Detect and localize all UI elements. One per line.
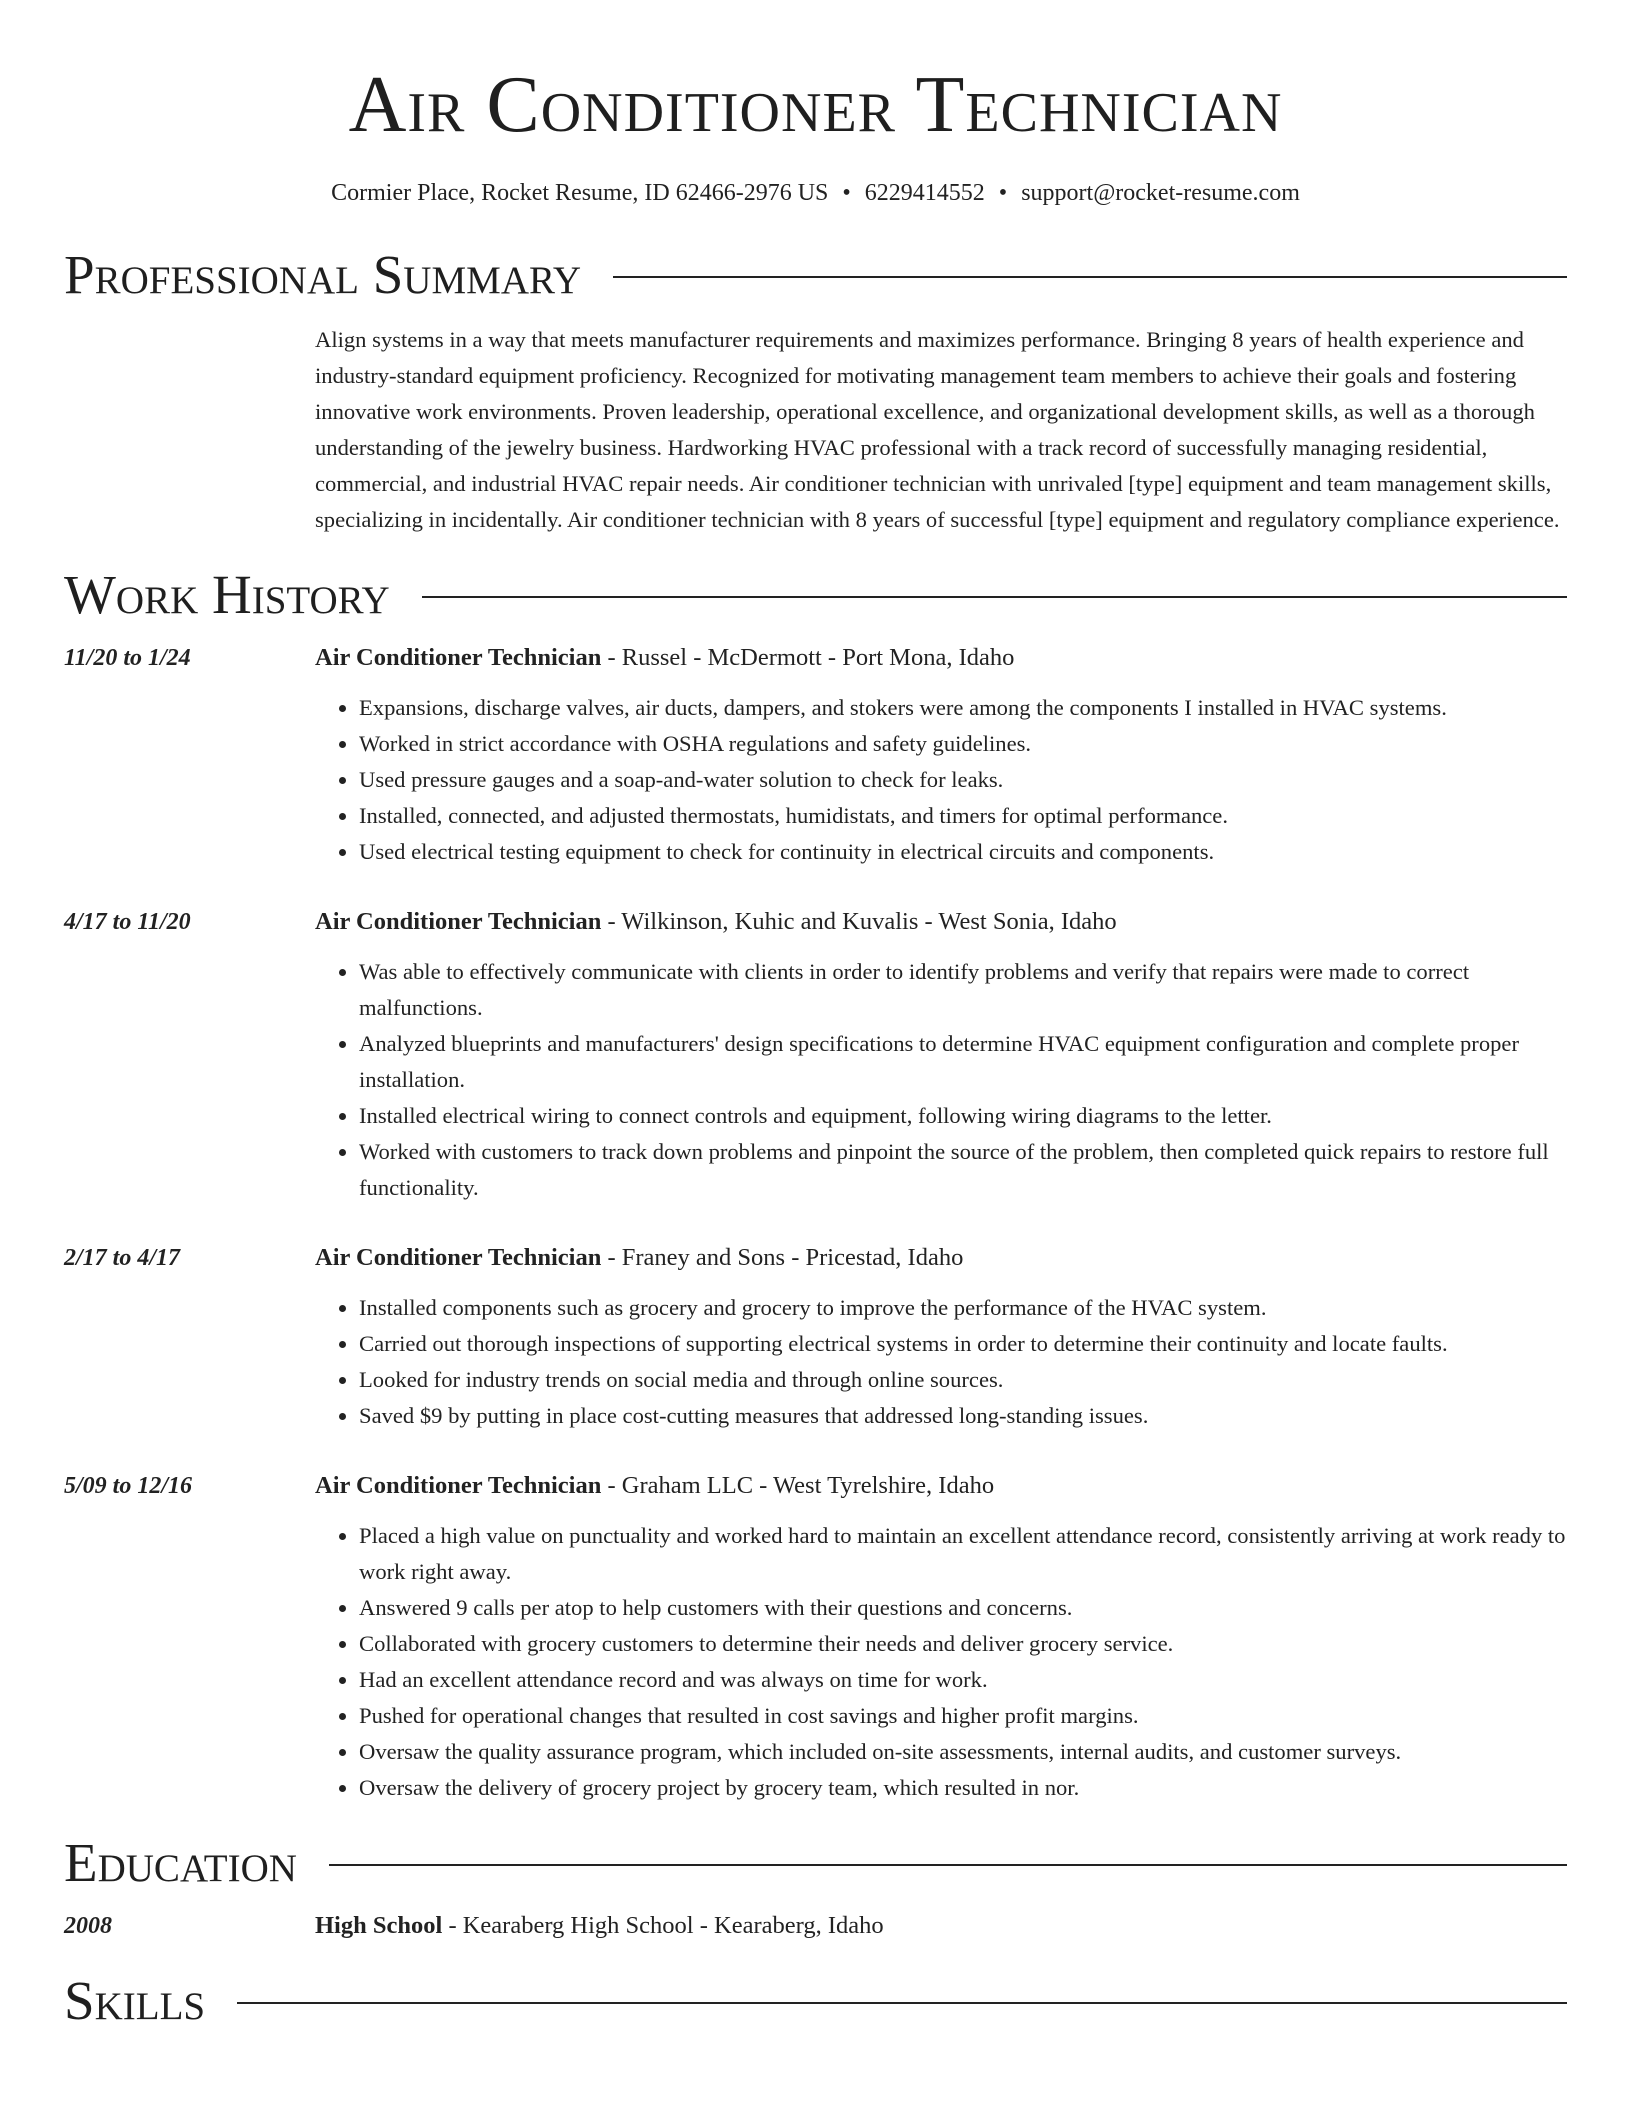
section-divider: [422, 596, 1567, 598]
job-bullets: [315, 690, 1567, 870]
job-entry: [64, 640, 1567, 870]
job-title-line: [315, 1468, 1567, 1504]
summary-text: Align systems in a way that meets manufacturer requirements and maximizes performance. Bringing 8 years of health experience and industry-standard equipment proficiency. Recognized for motivating management team members to achieve their goals and fostering innovative work environments. Proven leadership, operational excellence, and organizational development skills, as well as a thorough understanding of the jewelry business. Hardworking HVAC professional with a track record of successfully managing residential, commercial, and industrial HVAC repair needs. Air conditioner technician with unrivaled [type] equipment and team management skills, specializing in incidentally. Air conditioner technician with 8 years of successful [type] equipment and regulatory compliance experience.: [315, 327, 1560, 532]
job-bullet: • Installed, connected, and adjusted thermostats, humidistats, and timers for optimal performance.: [359, 798, 1567, 834]
job-entry: [64, 904, 1567, 1206]
job-dates: 4/17 to 11/20: [64, 909, 191, 935]
job-details: - Graham LLC - West Tyrelshire, Idaho: [601, 1472, 995, 1499]
skills-section-header: [64, 1970, 1567, 2032]
job-bullet: • Answered 9 calls per atop to help customers with their questions and concerns.: [359, 1590, 1567, 1626]
contact-address: Cormier Place, Rocket Resume, ID 62466-2976 US: [331, 180, 829, 206]
skills-heading: Skills: [64, 1970, 206, 2031]
contact-line: [64, 178, 1567, 208]
contact-phone: 6229414552: [864, 180, 985, 206]
section-divider: [237, 2002, 1567, 2004]
education-section-header: [64, 1832, 1567, 1894]
contact-separator: •: [998, 180, 1008, 206]
job-bullet: • Oversaw the quality assurance program, which included on-site assessments, internal audits, and customer surveys.: [359, 1734, 1567, 1770]
job-details: - Russel - McDermott - Port Mona, Idaho: [601, 644, 1015, 671]
contact-separator: •: [842, 180, 851, 206]
education-degree: High School: [315, 1912, 443, 1939]
job-bullet: • Analyzed blueprints and manufacturers' design specifications to determine HVAC equipment configuration and complete proper installation.: [359, 1026, 1567, 1098]
job-bullets: [315, 1518, 1567, 1806]
resume-name: Air Conditioner Technician: [348, 61, 1283, 149]
job-bullet: • Used pressure gauges and a soap-and-water solution to check for leaks.: [359, 762, 1567, 798]
education-year: 2008: [64, 1913, 112, 1939]
job-entry: [64, 1468, 1567, 1806]
job-title: Air Conditioner Technician: [315, 1472, 602, 1499]
job-bullet: • Expansions, discharge valves, air ducts, dampers, and stokers were among the components I installed in HVAC systems.: [359, 690, 1567, 726]
job-bullet: • Used electrical testing equipment to check for continuity in electrical circuits and components.: [359, 834, 1567, 870]
job-bullet: • Installed electrical wiring to connect controls and equipment, following wiring diagrams to the letter.: [359, 1098, 1567, 1134]
job-title-line: [315, 640, 1567, 676]
job-bullets: [315, 954, 1567, 1206]
education-entry: [64, 1908, 1567, 1944]
job-bullet: • Placed a high value on punctuality and worked hard to maintain an excellent attendance record, consistently arriving at work ready to work right away.: [359, 1518, 1567, 1590]
education-title-line: [315, 1908, 1567, 1944]
work-section-header: [64, 564, 1567, 626]
job-bullet: • Was able to effectively communicate with clients in order to identify problems and verify that repairs were made to correct malfunctions.: [359, 954, 1567, 1026]
job-bullet: • Oversaw the delivery of grocery project by grocery team, which resulted in nor.: [359, 1770, 1567, 1806]
job-bullet: • Worked in strict accordance with OSHA regulations and safety guidelines.: [359, 726, 1567, 762]
job-bullet: • Installed components such as grocery and grocery to improve the performance of the HVAC system.: [359, 1290, 1567, 1326]
job-dates: 5/09 to 12/16: [64, 1473, 193, 1499]
job-entry: [64, 1240, 1567, 1434]
job-bullet: • Pushed for operational changes that resulted in cost savings and higher profit margins.: [359, 1698, 1567, 1734]
job-dates: 2/17 to 4/17: [64, 1245, 181, 1271]
work-heading: Work History: [64, 564, 390, 625]
job-dates: 11/20 to 1/24: [64, 645, 191, 671]
contact-email: support@rocket-resume.com: [1021, 180, 1300, 206]
job-title-line: [315, 904, 1567, 940]
job-title: Air Conditioner Technician: [315, 644, 602, 671]
job-bullet: • Looked for industry trends on social media and through online sources.: [359, 1362, 1567, 1398]
job-bullet: • Carried out thorough inspections of supporting electrical systems in order to determine their continuity and locate faults.: [359, 1326, 1567, 1362]
job-bullet: • Saved $9 by putting in place cost-cutting measures that addressed long-standing issues.: [359, 1398, 1567, 1434]
job-bullet: • Collaborated with grocery customers to determine their needs and deliver grocery service.: [359, 1626, 1567, 1662]
summary-section-header: [64, 244, 1567, 306]
education-heading: Education: [64, 1832, 297, 1893]
job-bullet: • Worked with customers to track down problems and pinpoint the source of the problem, then completed quick repairs to restore full functionality.: [359, 1134, 1567, 1206]
section-divider: [329, 1864, 1567, 1866]
summary-heading: Professional Summary: [64, 244, 582, 305]
job-bullet: • Had an excellent attendance record and was always on time for work.: [359, 1662, 1567, 1698]
job-details: - Franey and Sons - Pricestad, Idaho: [601, 1244, 964, 1271]
job-details: - Wilkinson, Kuhic and Kuvalis - West Sonia, Idaho: [601, 908, 1117, 935]
work-history-list: [64, 640, 1567, 1806]
job-title: Air Conditioner Technician: [315, 1244, 602, 1271]
job-bullets: [315, 1290, 1567, 1434]
education-details: - Kearaberg High School - Kearaberg, Idaho: [442, 1912, 884, 1939]
job-title: Air Conditioner Technician: [315, 908, 602, 935]
section-divider: [613, 276, 1567, 278]
job-title-line: [315, 1240, 1567, 1276]
